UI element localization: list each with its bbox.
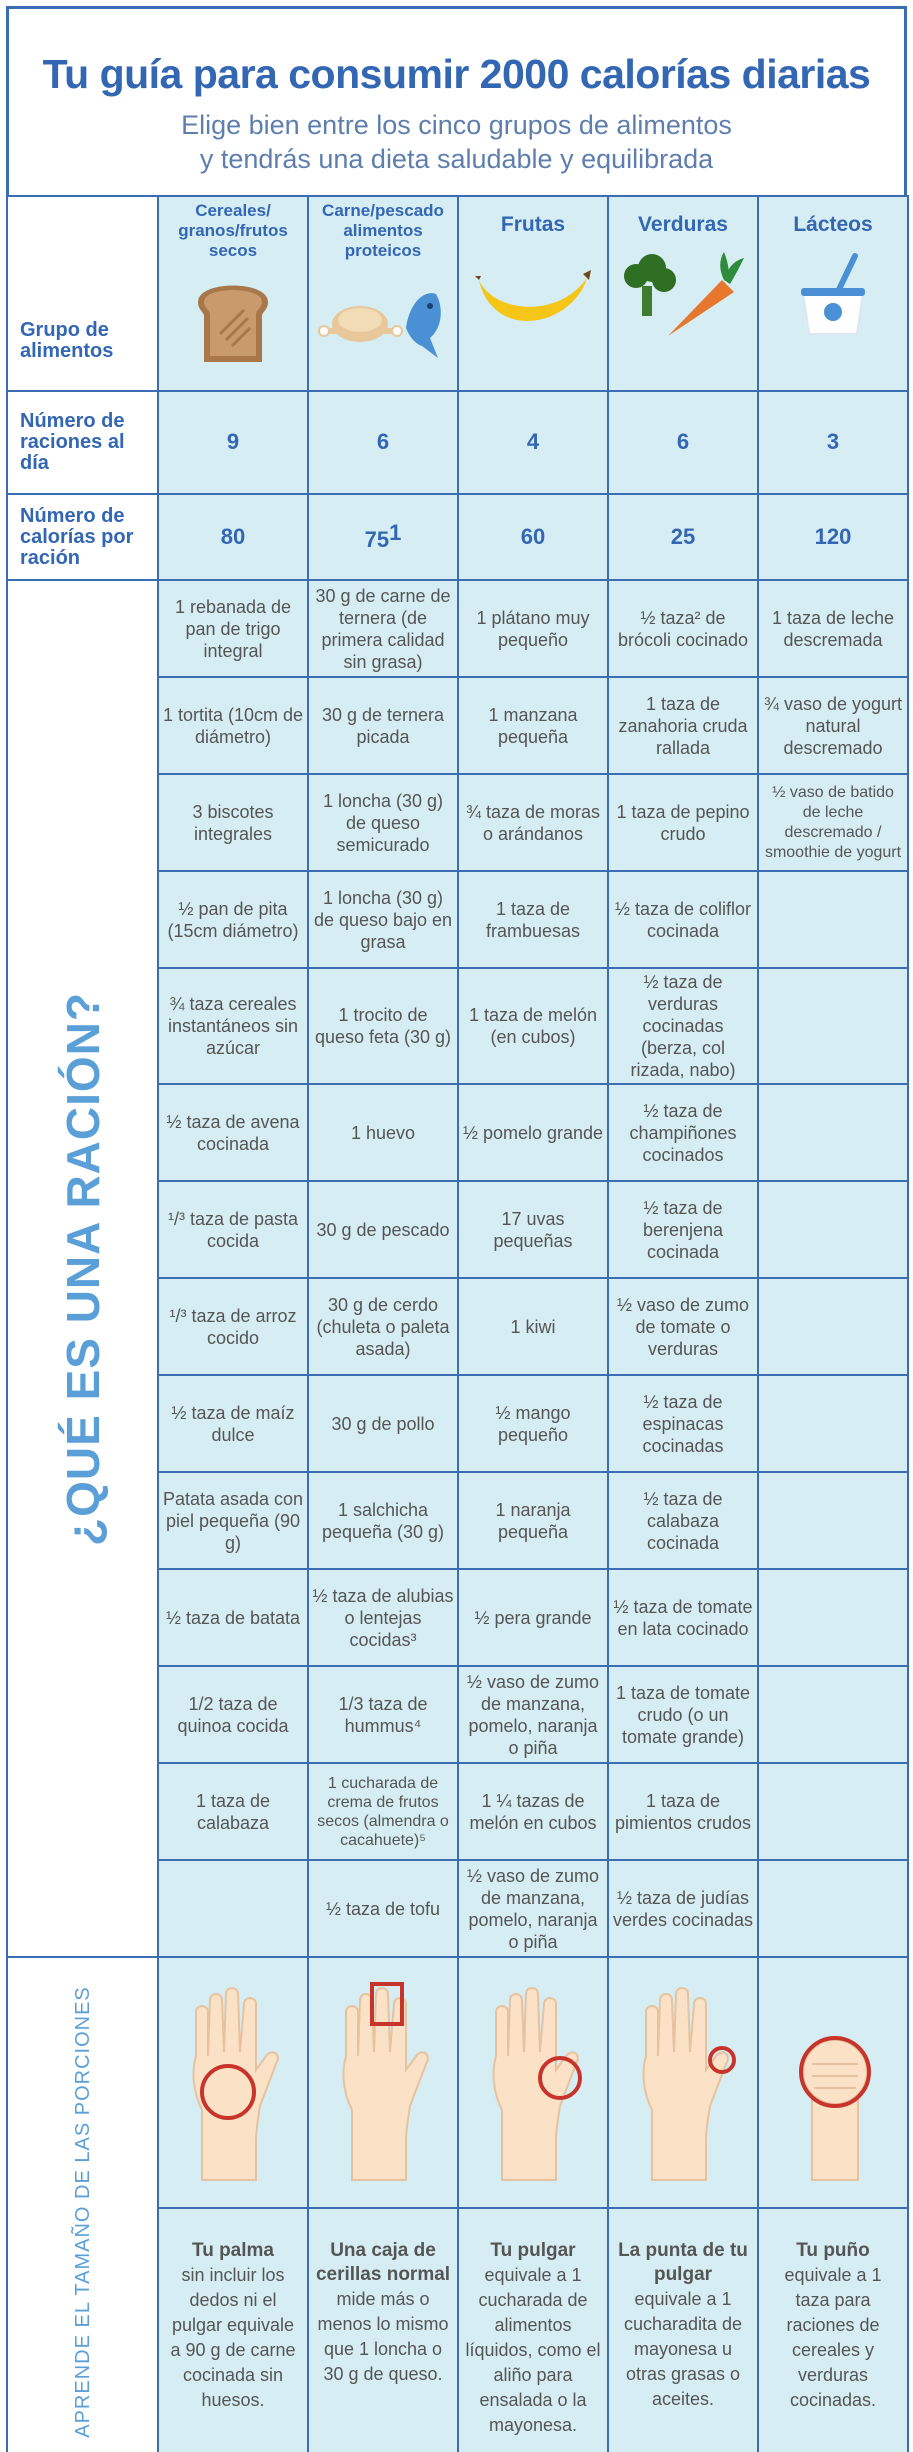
thumb-tip-hand-icon — [608, 1957, 758, 2208]
portion-cell: ½ taza de champiñones cocinados — [608, 1084, 758, 1181]
portion-cell: 30 g de ternera picada — [308, 677, 458, 774]
calories-value: 25 — [608, 494, 758, 580]
column-header-carne — [308, 196, 458, 391]
portion-cell: 1/3 taza de hummus⁴ — [308, 1666, 458, 1763]
portion-cell: 1 salchicha pequeña (30 g) — [308, 1472, 458, 1569]
group-label: Grupo de alimentos — [7, 196, 158, 391]
servings-value: 9 — [158, 391, 308, 494]
portion-cell: ½ taza de avena cocinada — [158, 1084, 308, 1181]
portion-row — [7, 580, 908, 677]
portion-cell: ½ vaso de zumo de tomate o verduras — [608, 1278, 758, 1375]
tip-text: equivale a 1 cucharadita de mayonesa u otras grasas o aceites. — [623, 2289, 743, 2409]
portion-cell — [758, 1860, 908, 1957]
portion-cell: ½ vaso de zumo de manzana, pomelo, naranja o piña — [458, 1860, 608, 1957]
portion-cell: ½ mango pequeño — [458, 1375, 608, 1472]
portion-cell — [758, 1472, 908, 1569]
portion-cell: ¹/³ taza de arroz cocido — [158, 1278, 308, 1375]
vertical-heading: ¿QUÉ ES UNA RACIÓN? — [56, 991, 109, 1546]
calories-value: 80 — [158, 494, 308, 580]
portion-cell: 1 taza de zanahoria cruda rallada — [608, 677, 758, 774]
portion-cell: 1 kiwi — [458, 1278, 608, 1375]
yogurt-icon — [761, 239, 905, 349]
portion-cell: 1 taza de calabaza — [158, 1763, 308, 1860]
portion-cell: ½ pera grande — [458, 1569, 608, 1666]
hand-tip — [608, 2208, 758, 2452]
tip-title: Tu palma — [192, 2240, 274, 2261]
portion-cell: 1 taza de pepino crudo — [608, 774, 758, 871]
calories-label: Número de calorías por ración — [7, 494, 158, 580]
food-groups-table — [6, 195, 909, 2452]
portion-cell: 1 tortita (10cm de diámetro) — [158, 677, 308, 774]
portion-cell: 30 g de cerdo (chuleta o paleta asada) — [308, 1278, 458, 1375]
group-header-row — [7, 196, 908, 391]
portion-cell: 30 g de carne de ternera (de primera calidad sin grasa) — [308, 580, 458, 677]
portion-cell: ½ taza de judías verdes cocinadas — [608, 1860, 758, 1957]
calories-row — [7, 494, 908, 580]
portion-cell: 30 g de pescado — [308, 1181, 458, 1278]
portion-cell: 1 loncha (30 g) de queso bajo en grasa — [308, 871, 458, 968]
portion-cell: ½ vaso de zumo de manzana, pomelo, naranja o piña — [458, 1666, 608, 1763]
portion-cell: 1 naranja pequeña — [458, 1472, 608, 1569]
portion-size-label — [7, 1957, 158, 2452]
portion-cell: ½ taza² de brócoli cocinado — [608, 580, 758, 677]
servings-value: 4 — [458, 391, 608, 494]
portion-cell: ½ vaso de batido de leche descremado / smoothie de yogurt — [758, 774, 908, 871]
portion-cell: 1 cucharada de crema de frutos secos (almendra o cacahuete)⁵ — [308, 1763, 458, 1860]
servings-value: 3 — [758, 391, 908, 494]
tip-title: Tu pulgar — [490, 2240, 576, 2261]
portion-cell — [758, 1666, 908, 1763]
portion-cell: Patata asada con piel pequeña (90 g) — [158, 1472, 308, 1569]
subtitle-line-2: y tendrás una dieta saludable y equilibrada — [199, 144, 714, 174]
portion-cell: ½ pomelo grande — [458, 1084, 608, 1181]
column-header-verduras — [608, 196, 758, 391]
hand-tip — [308, 2208, 458, 2452]
broccoli-carrot-icon — [611, 239, 755, 349]
tip-title: La punta de tu pulgar — [618, 2240, 748, 2285]
portion-cell: 30 g de pollo — [308, 1375, 458, 1472]
calories-value: 120 — [758, 494, 908, 580]
column-header-cereales — [158, 196, 308, 391]
portion-cell — [758, 1278, 908, 1375]
portion-cell: 1 taza de leche descremada — [758, 580, 908, 677]
portion-cell — [758, 1763, 908, 1860]
portion-cell: ¾ vaso de yogurt natural descremado — [758, 677, 908, 774]
column-header-lacteos — [758, 196, 908, 391]
portion-cell: 1 taza de frambuesas — [458, 871, 608, 968]
portion-cell — [758, 1375, 908, 1472]
portion-cell: ¾ taza cereales instantáneos sin azúcar — [158, 968, 308, 1084]
tip-title: Tu puño — [796, 2240, 870, 2261]
portion-cell: ¹/³ taza de pasta cocida — [158, 1181, 308, 1278]
portion-cell: ½ taza de alubias o lentejas cocidas³ — [308, 1569, 458, 1666]
portion-cell: 17 uvas pequeñas — [458, 1181, 608, 1278]
portion-cell — [758, 1569, 908, 1666]
calories-value: 60 — [458, 494, 608, 580]
fist-icon — [758, 1957, 908, 2208]
servings-label: Número de raciones al día — [7, 391, 158, 494]
portion-cell: ½ taza de maíz dulce — [158, 1375, 308, 1472]
portion-cell: 1/2 taza de quinoa cocida — [158, 1666, 308, 1763]
portion-cell: 1 huevo — [308, 1084, 458, 1181]
column-name: Lácteos — [793, 213, 873, 236]
portion-cell: 1 loncha (30 g) de queso semicurado — [308, 774, 458, 871]
portion-cell: ¾ taza de moras o arándanos — [458, 774, 608, 871]
vertical-heading: APRENDE EL TAMAÑO DE LAS PORCIONES — [71, 1985, 94, 2438]
portion-cell: 1 taza de tomate crudo (o un tomate grande) — [608, 1666, 758, 1763]
matchbox-hand-icon — [308, 1957, 458, 2208]
servings-row — [7, 391, 908, 494]
tip-text: sin incluir los dedos ni el pulgar equivale a 90 g de carne cocinada sin huesos. — [170, 2265, 296, 2410]
portion-cell — [758, 1181, 908, 1278]
palm-hand-icon — [158, 1957, 308, 2208]
portion-cell: 3 biscotes integrales — [158, 774, 308, 871]
portion-cell: ½ taza de tomate en lata cocinado — [608, 1569, 758, 1666]
tip-title: Una caja de cerillas normal — [315, 2240, 451, 2285]
portion-cell — [158, 1860, 308, 1957]
tip-text: equivale a 1 taza para raciones de cereales y verduras cocinadas. — [784, 2265, 882, 2410]
portion-cell: 1 trocito de queso feta (30 g) — [308, 968, 458, 1084]
chicken-fish-icon — [311, 265, 455, 375]
hand-tip — [158, 2208, 308, 2452]
portion-cell: ½ taza de batata — [158, 1569, 308, 1666]
column-name: Carne/pescado alimentos proteicos — [322, 201, 444, 260]
portion-cell: ½ taza de calabaza cocinada — [608, 1472, 758, 1569]
servings-value: 6 — [608, 391, 758, 494]
hand-tip — [458, 2208, 608, 2452]
portion-cell: ½ taza de espinacas cocinadas — [608, 1375, 758, 1472]
portion-cell — [758, 1084, 908, 1181]
portion-cell: 1 ¼ tazas de melón en cubos — [458, 1763, 608, 1860]
header-box — [6, 6, 907, 198]
servings-value: 6 — [308, 391, 458, 494]
calories-value: $75^1$ — [308, 494, 458, 580]
portion-cell: ½ taza de verduras cocinadas (berza, col rizada, nabo) — [608, 968, 758, 1084]
column-name: Cereales/ granos/frutos secos — [178, 201, 288, 260]
portion-cell: 1 manzana pequeña — [458, 677, 608, 774]
tip-text: mide más o menos lo mismo que 1 loncha o 30 g de queso. — [317, 2289, 449, 2384]
page-title: Tu guía para consumir 2000 calorías diarias — [42, 51, 871, 97]
column-header-frutas — [458, 196, 608, 391]
portion-cell: ½ taza de coliflor cocinada — [608, 871, 758, 968]
thumb-hand-icon — [458, 1957, 608, 2208]
footnote-mark: 1 — [389, 520, 402, 545]
portion-cell — [758, 968, 908, 1084]
tip-text: equivale a 1 cucharada de alimentos líquidos, como el aliño para ensalada o la mayonesa. — [465, 2265, 601, 2435]
portion-cell: ½ taza de berenjena cocinada — [608, 1181, 758, 1278]
what-is-a-serving-label — [7, 580, 158, 1957]
portion-cell: ½ taza de tofu — [308, 1860, 458, 1957]
portion-cell: 1 rebanada de pan de trigo integral — [158, 580, 308, 677]
subtitle-line-1: Elige bien entre los cinco grupos de alimentos — [181, 110, 732, 140]
bread-icon — [161, 265, 305, 375]
portion-cell: 1 taza de melón (en cubos) — [458, 968, 608, 1084]
column-name: Frutas — [500, 213, 566, 236]
hand-illustration-row — [7, 1957, 908, 2208]
portion-cell: 1 taza de pimientos crudos — [608, 1763, 758, 1860]
portion-cell: ½ pan de pita (15cm diámetro) — [158, 871, 308, 968]
column-name: Verduras — [638, 213, 728, 236]
page-subtitle — [9, 108, 904, 176]
portion-cell: 1 plátano muy pequeño — [458, 580, 608, 677]
banana-icon — [461, 239, 605, 349]
portion-cell — [758, 871, 908, 968]
hand-tip — [758, 2208, 908, 2452]
